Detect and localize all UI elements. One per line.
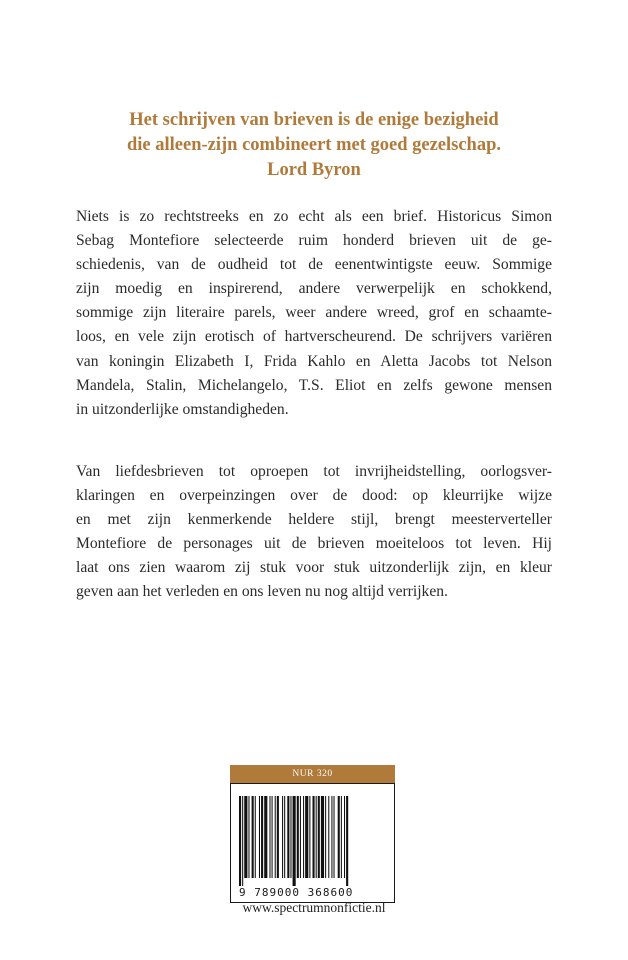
blurb-paragraph-1 xyxy=(76,205,552,422)
text-line: Niets is zo rechtstreeks en zo echt als een brief. Historicus Simon xyxy=(76,208,552,225)
barcode-block xyxy=(230,765,395,903)
barcode-bar xyxy=(300,796,301,878)
barcode-bar xyxy=(293,796,296,886)
barcode-bar xyxy=(318,796,320,878)
barcode-bar xyxy=(269,796,270,878)
barcode-bar xyxy=(272,796,273,878)
barcode-bar xyxy=(255,796,256,878)
barcode-bar xyxy=(321,796,324,878)
barcode-bar xyxy=(334,796,335,878)
text-line: in uitzonderlijke omstandigheden. xyxy=(76,400,289,418)
text-line: Mandela, Stalin, Michelangelo, T.S. Eliot en zelfs gewone mensen xyxy=(76,376,552,394)
barcode-bar xyxy=(344,796,345,878)
text-line: Van liefdesbrieven tot oproepen tot invrijheidstelling, oorlogsver- xyxy=(76,463,552,480)
quote-line: die alleen-zijn combineert met goed gezelschap. xyxy=(126,135,502,155)
barcode-bar xyxy=(252,796,254,878)
barcode-bar xyxy=(239,796,241,886)
text-line: Montefiore de personages uit de brieven moeiteloos tot leven. Hij xyxy=(76,535,552,553)
publisher-website: www.spectrumnonfictie.nl xyxy=(242,900,386,915)
epigraph-quote xyxy=(0,108,628,183)
barcode-bar xyxy=(305,796,308,878)
barcode-bar xyxy=(346,796,348,886)
text-line: klaringen en overpeinzingen over de dood: op kleurrijke wijze xyxy=(76,487,552,505)
barcode-bar xyxy=(244,796,247,878)
text-line: loos, en vele zijn erotisch of hartverscheurend. De schrijvers variëren xyxy=(76,328,552,346)
text-line: Sebag Montefiore selecteerde ruim honderd brieven uit de ge- xyxy=(76,232,552,250)
barcode-bar xyxy=(275,796,276,878)
barcode-bar xyxy=(331,796,332,878)
text-line: geven aan het verleden en ons leven nu nog altijd verrijken. xyxy=(76,583,448,601)
barcode-bar xyxy=(242,796,243,886)
barcode-bar xyxy=(313,796,315,878)
barcode-bar xyxy=(316,796,317,878)
barcode-bar xyxy=(282,796,283,878)
barcode-bar xyxy=(287,796,289,878)
barcode-bar xyxy=(264,796,267,878)
text-line: sommige zijn literaire parels, weer andere wreed, grof en schaamte- xyxy=(76,304,552,322)
text-line: van koningin Elizabeth I, Frida Kahlo en Aletta Jacobs tot Nelson xyxy=(76,352,552,370)
nur-label: NUR 320 xyxy=(230,765,395,783)
barcode-bar xyxy=(309,796,310,878)
barcode-bar xyxy=(297,796,299,878)
barcode-digits: 9 789000 368600 xyxy=(239,886,354,899)
barcode-bar xyxy=(325,796,326,878)
barcode-bar xyxy=(303,796,304,878)
barcode-bar xyxy=(290,796,291,878)
barcode-bar xyxy=(248,796,249,878)
barcode-bar xyxy=(341,796,342,878)
barcode-bar xyxy=(277,796,279,878)
text-line: en met zijn kenmerkende heldere stijl, brengt meesterverteller xyxy=(76,511,552,529)
text-line: schiedenis, van de oudheid tot de eenentwintigste eeuw. Sommige xyxy=(76,256,552,274)
barcode-bar xyxy=(284,796,285,878)
barcode-frame xyxy=(230,783,395,903)
text-line: zijn moedig en inspirerend, andere verwerpelijk en schokkend, xyxy=(76,280,552,298)
barcode-bar xyxy=(259,796,260,878)
text-line: laat ons zien waarom zij stuk voor stuk uitzonderlijk zijn, en kleur xyxy=(76,559,552,577)
barcode-icon xyxy=(237,796,389,899)
barcode-bar xyxy=(261,796,263,878)
quote-attribution: Lord Byron xyxy=(267,160,361,180)
barcode-bar xyxy=(328,796,329,878)
blurb-paragraph-2 xyxy=(76,460,552,605)
barcode-bar xyxy=(338,796,340,878)
quote-line: Het schrijven van brieven is de enige bezigheid xyxy=(129,110,499,130)
